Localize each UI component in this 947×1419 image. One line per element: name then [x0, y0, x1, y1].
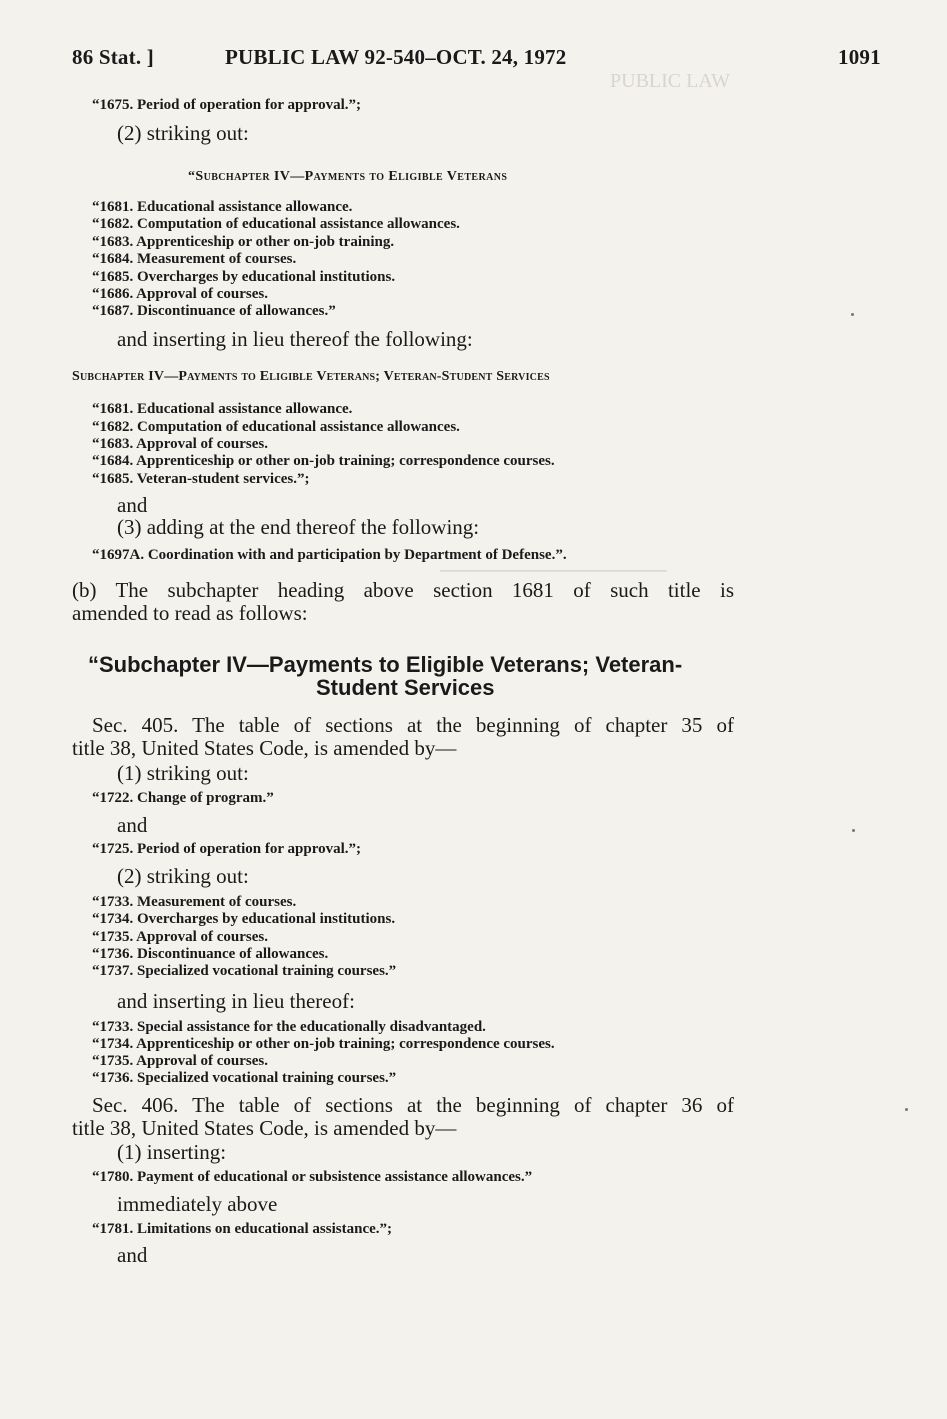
- conjunction-text: and: [117, 1243, 148, 1267]
- volume-label: 86 Stat. ]: [72, 45, 154, 69]
- conjunction-text: and: [117, 813, 148, 837]
- paragraph-line: Sec. 405. The table of sections at the beginning of chapter 35 of: [92, 713, 734, 737]
- section-entry: “1675. Period of operation for approval.”;: [92, 97, 362, 113]
- paragraph-line: (b) The subchapter heading above section 1681 of such title is: [72, 578, 734, 602]
- list-item: “1687. Discontinuance of allowances.”: [92, 303, 336, 319]
- list-item: “1737. Specialized vocational training courses.”: [92, 963, 397, 979]
- clause-text: (1) striking out:: [117, 761, 249, 785]
- clause-text: (2) striking out:: [117, 864, 249, 888]
- section-entry: “1725. Period of operation for approval.”;: [92, 841, 362, 857]
- paragraph-line: title 38, United States Code, is amended by—: [72, 1116, 457, 1140]
- section-entry: “1722. Change of program.”: [92, 790, 274, 806]
- list-item: “1683. Approval of courses.: [92, 436, 268, 452]
- clause-text: and inserting in lieu thereof:: [117, 989, 355, 1013]
- bold-heading: “Subchapter IV—Payments to Eligible Veterans; Veteran-: [88, 652, 683, 677]
- list-item: “1685. Overcharges by educational institutions.: [92, 269, 396, 285]
- clause-text: and inserting in lieu thereof the following:: [117, 327, 473, 351]
- list-item: “1685. Veteran-student services.”;: [92, 471, 310, 487]
- list-item: “1736. Discontinuance of allowances.: [92, 946, 329, 962]
- list-item: “1735. Approval of courses.: [92, 1053, 268, 1069]
- paragraph-line: title 38, United States Code, is amended by—: [72, 736, 457, 760]
- section-entry: “1781. Limitations on educational assistance.”;: [92, 1221, 393, 1237]
- section-entry: “1780. Payment of educational or subsistence assistance allowances.”: [92, 1169, 533, 1185]
- list-item: “1684. Apprenticeship or other on-job training; correspondence courses.: [92, 453, 555, 469]
- clause-text: (3) adding at the end thereof the following:: [117, 515, 480, 539]
- list-item: “1684. Measurement of courses.: [92, 251, 297, 267]
- scan-speck: [852, 829, 855, 832]
- list-item: “1736. Specialized vocational training courses.”: [92, 1070, 397, 1086]
- paragraph-line: amended to read as follows:: [72, 601, 308, 625]
- list-item: “1686. Approval of courses.: [92, 286, 268, 302]
- list-item: “1733. Measurement of courses.: [92, 894, 297, 910]
- list-item: “1734. Apprenticeship or other on-job training; correspondence courses.: [92, 1036, 555, 1052]
- list-item: “1682. Computation of educational assistance allowances.: [92, 216, 460, 232]
- subchapter-heading: Subchapter IV—Payments to Eligible Veterans; Veteran-Student Services: [72, 369, 550, 384]
- list-item: “1734. Overcharges by educational institutions.: [92, 911, 396, 927]
- section-entry: “1697A. Coordination with and participation by Department of Defense.”.: [92, 547, 567, 563]
- conjunction-text: and: [117, 493, 148, 517]
- bleed-through-text: PUBLIC LAW: [610, 70, 731, 92]
- scan-speck: [851, 313, 854, 316]
- bleed-through-text: ────────────────: [440, 560, 667, 582]
- clause-text: (1) inserting:: [117, 1140, 227, 1164]
- list-item: “1681. Educational assistance allowance.: [92, 199, 353, 215]
- list-item: “1735. Approval of courses.: [92, 929, 268, 945]
- clause-text: (2) striking out:: [117, 121, 249, 145]
- clause-text: immediately above: [117, 1192, 278, 1216]
- page-number: 1091: [838, 45, 881, 69]
- list-item: “1682. Computation of educational assistance allowances.: [92, 419, 460, 435]
- list-item: “1683. Apprenticeship or other on-job training.: [92, 234, 395, 250]
- paragraph-line: Sec. 406. The table of sections at the beginning of chapter 36 of: [92, 1093, 734, 1117]
- bold-heading: Student Services: [316, 675, 495, 700]
- list-item: “1681. Educational assistance allowance.: [92, 401, 353, 417]
- subchapter-heading: “Subchapter IV—Payments to Eligible Veterans: [188, 169, 508, 184]
- list-item: “1733. Special assistance for the educationally disadvantaged.: [92, 1019, 486, 1035]
- scan-speck: [905, 1108, 908, 1111]
- page-title: PUBLIC LAW 92-540–OCT. 24, 1972: [225, 45, 567, 69]
